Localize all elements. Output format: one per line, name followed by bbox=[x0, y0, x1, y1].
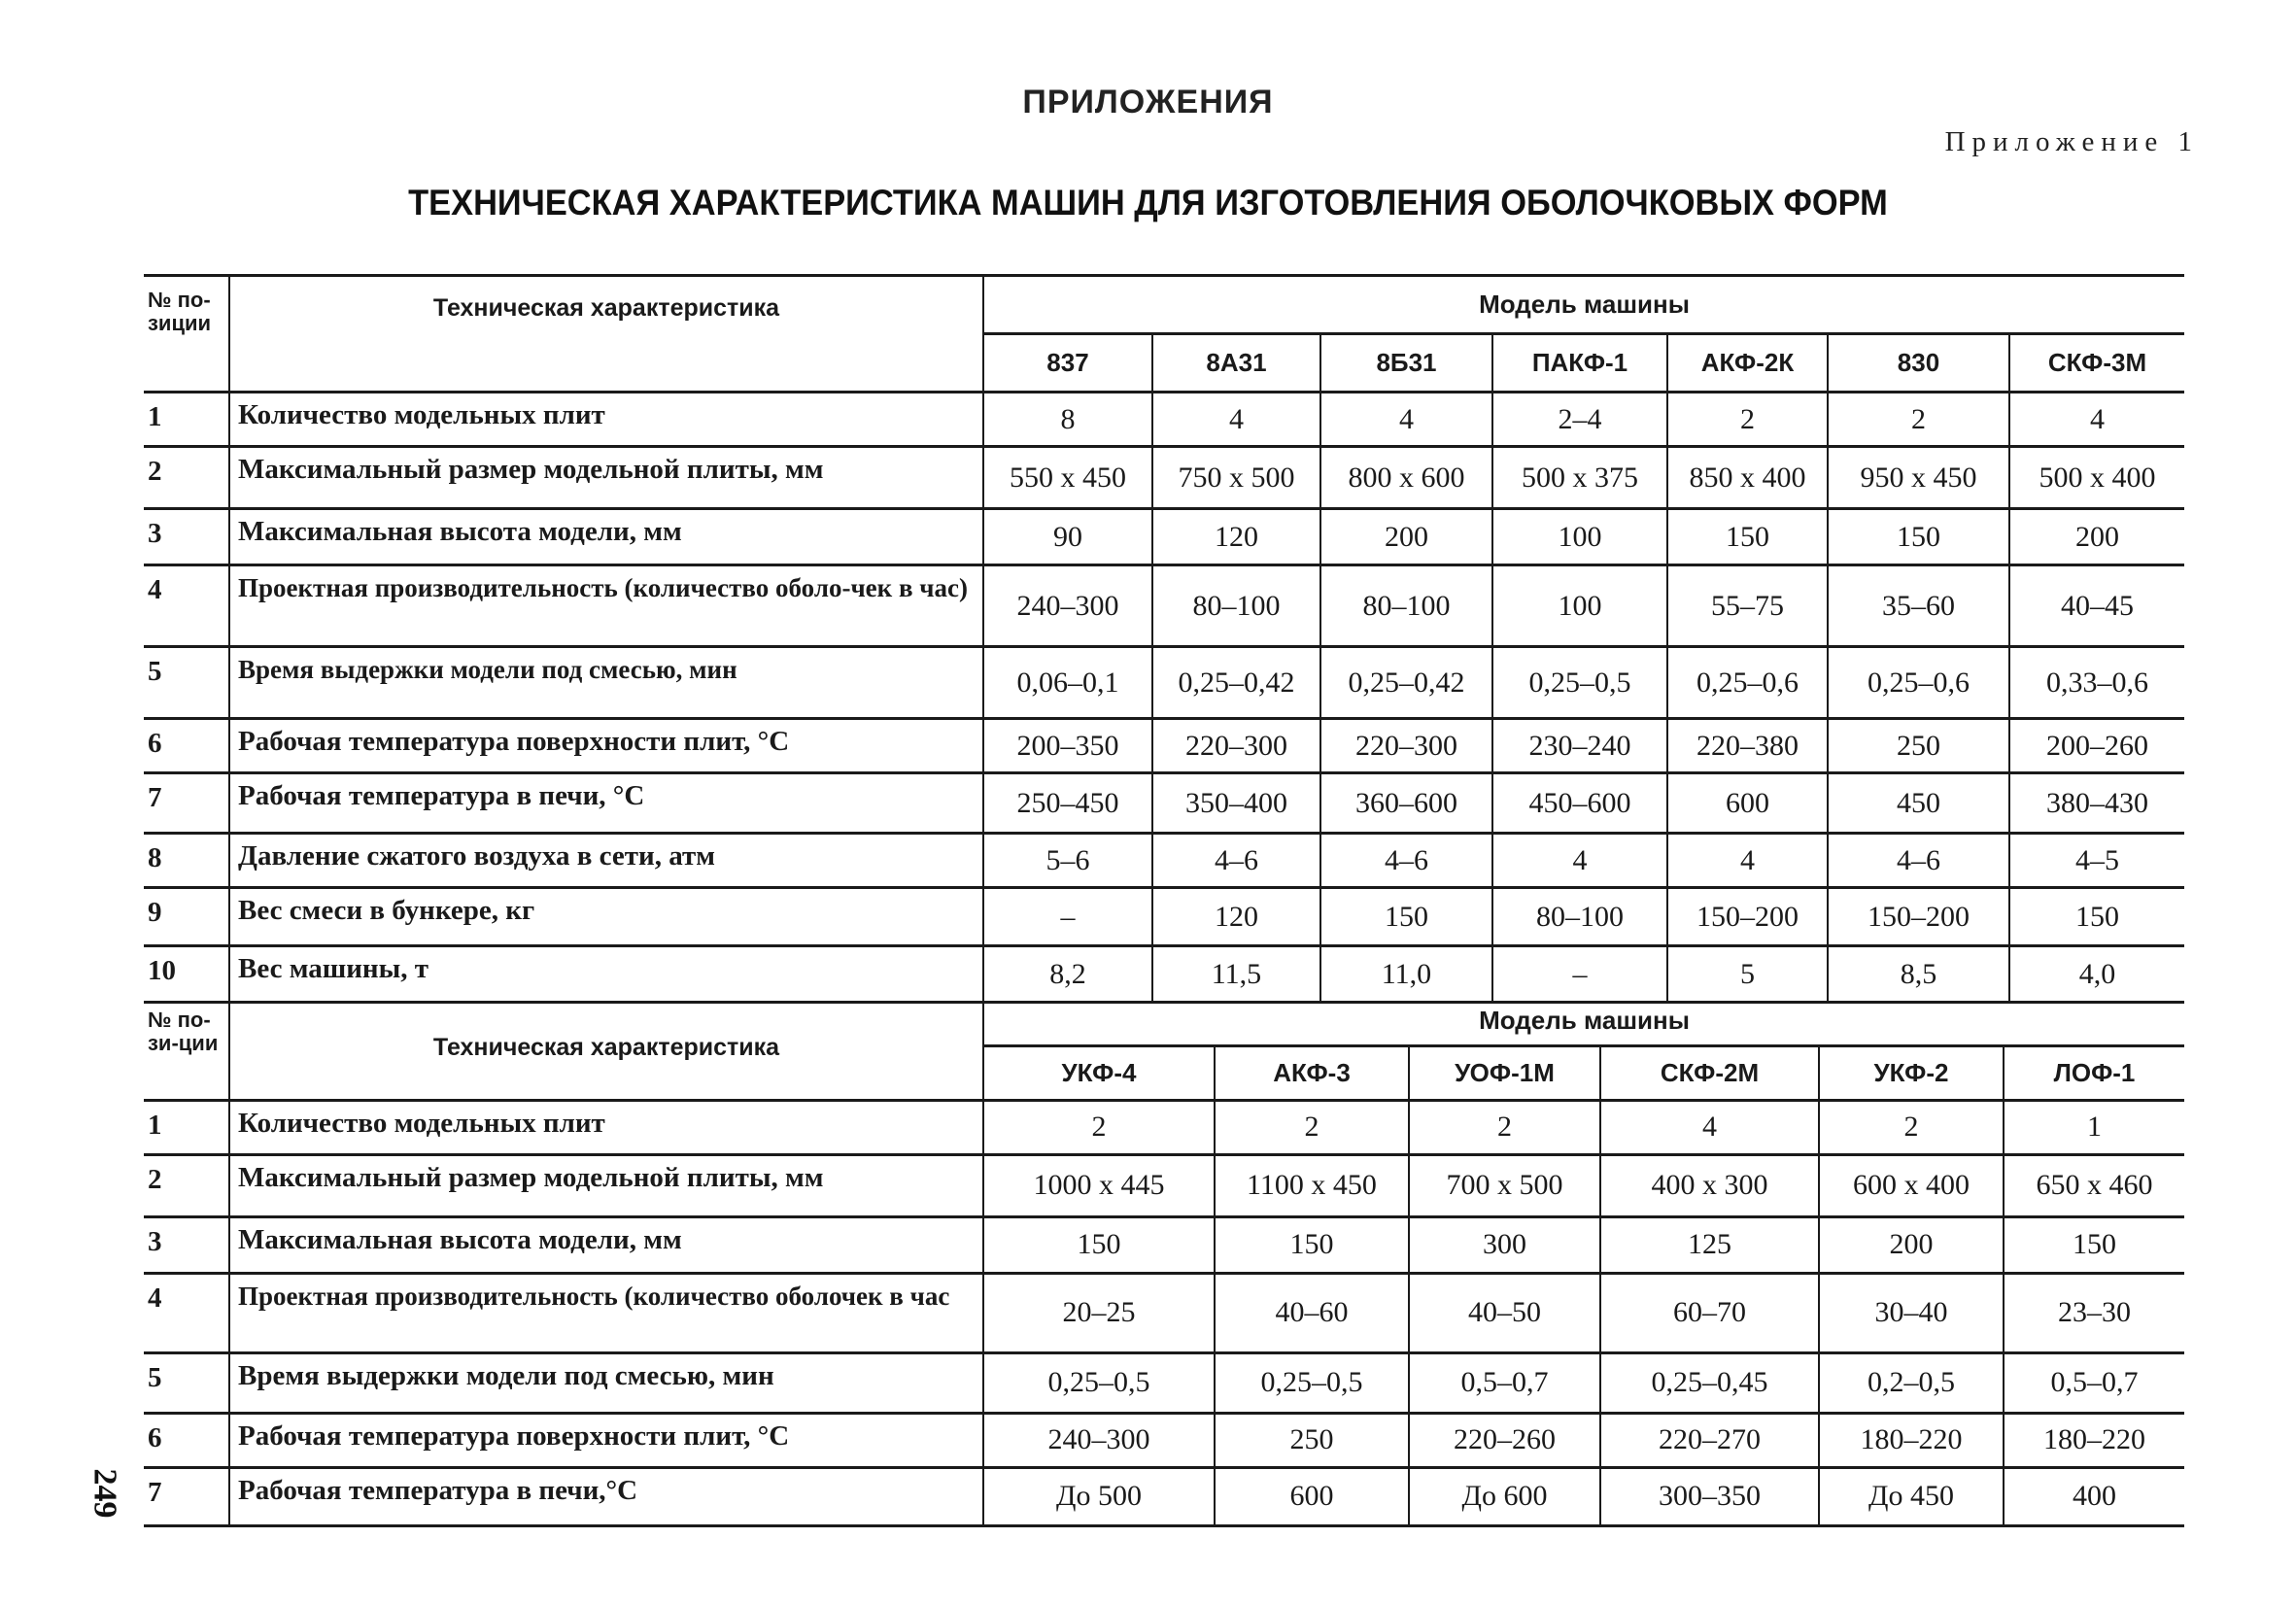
cell-value: 2 bbox=[1828, 393, 2009, 447]
col-num-header: № по-зи-ции bbox=[144, 997, 229, 1100]
cell-value: 1000 x 445 bbox=[983, 1154, 1215, 1216]
cell-value: 120 bbox=[1152, 509, 1320, 565]
cell-value: 5 bbox=[1667, 946, 1828, 1003]
row-feature: Рабочая температура поверхности плит, °С bbox=[229, 1413, 983, 1467]
cell-value: 8 bbox=[983, 393, 1152, 447]
cell-value: 90 bbox=[983, 509, 1152, 565]
cell-value: 500 x 375 bbox=[1492, 447, 1667, 509]
cell-value: 0,25–0,45 bbox=[1600, 1352, 1819, 1413]
cell-value: 80–100 bbox=[1152, 565, 1320, 647]
cell-value: 100 bbox=[1492, 509, 1667, 565]
table-header-row bbox=[144, 997, 2184, 1045]
cell-value: 4 bbox=[1667, 834, 1828, 888]
row-feature: Рабочая температура в печи,°С bbox=[229, 1467, 983, 1525]
cell-value: 180–220 bbox=[1819, 1413, 2004, 1467]
table-row bbox=[144, 719, 2184, 773]
cell-value: 240–300 bbox=[983, 565, 1152, 647]
table-row bbox=[144, 509, 2184, 565]
cell-value: 450 bbox=[1828, 773, 2009, 834]
cell-value: 0,06–0,1 bbox=[983, 647, 1152, 719]
table-header-row bbox=[144, 276, 2184, 334]
cell-value: 600 bbox=[1215, 1467, 1409, 1525]
cell-value: 120 bbox=[1152, 888, 1320, 946]
cell-value: 750 x 500 bbox=[1152, 447, 1320, 509]
cell-value: 0,2–0,5 bbox=[1819, 1352, 2004, 1413]
cell-value: 2 bbox=[1409, 1100, 1600, 1154]
cell-value: 11,0 bbox=[1320, 946, 1492, 1003]
row-number: 9 bbox=[144, 888, 229, 946]
cell-value: 800 x 600 bbox=[1320, 447, 1492, 509]
cell-value: 150 bbox=[1320, 888, 1492, 946]
row-feature: Вес смеси в бункере, кг bbox=[229, 888, 983, 946]
cell-value: 150 bbox=[2009, 888, 2184, 946]
cell-value: 200–350 bbox=[983, 719, 1152, 773]
cell-value: 0,25–0,5 bbox=[1492, 647, 1667, 719]
cell-value: 200 bbox=[2009, 509, 2184, 565]
cell-value: 80–100 bbox=[1492, 888, 1667, 946]
row-number: 6 bbox=[144, 719, 229, 773]
table-row bbox=[144, 834, 2184, 888]
table-row bbox=[144, 1273, 2184, 1352]
cell-value: 0,5–0,7 bbox=[2004, 1352, 2184, 1413]
cell-value: 0,25–0,5 bbox=[983, 1352, 1215, 1413]
model-name: УОФ-1М bbox=[1409, 1045, 1600, 1100]
cell-value: 220–270 bbox=[1600, 1413, 1819, 1467]
cell-value: 100 bbox=[1492, 565, 1667, 647]
table-row bbox=[144, 773, 2184, 834]
cell-value: 230–240 bbox=[1492, 719, 1667, 773]
cell-value: 2 bbox=[1215, 1100, 1409, 1154]
cell-value: 60–70 bbox=[1600, 1273, 1819, 1352]
cell-value: 250 bbox=[1828, 719, 2009, 773]
table-row bbox=[144, 1216, 2184, 1273]
row-feature: Количество модельных плит bbox=[229, 393, 983, 447]
model-name: АКФ-2К bbox=[1667, 334, 1828, 393]
cell-value: 30–40 bbox=[1819, 1273, 2004, 1352]
cell-value: 1 bbox=[2004, 1100, 2184, 1154]
cell-value: 300 bbox=[1409, 1216, 1600, 1273]
cell-value: 0,25–0,6 bbox=[1667, 647, 1828, 719]
cell-value: 55–75 bbox=[1667, 565, 1828, 647]
cell-value: 4 bbox=[1492, 834, 1667, 888]
cell-value: 300–350 bbox=[1600, 1467, 1819, 1525]
cell-value: 220–380 bbox=[1667, 719, 1828, 773]
cell-value: До 500 bbox=[983, 1467, 1215, 1525]
cell-value: 23–30 bbox=[2004, 1273, 2184, 1352]
cell-value: 8,2 bbox=[983, 946, 1152, 1003]
cell-value: 200 bbox=[1819, 1216, 2004, 1273]
cell-value: 125 bbox=[1600, 1216, 1819, 1273]
table-row bbox=[144, 1100, 2184, 1154]
row-number: 2 bbox=[144, 1154, 229, 1216]
cell-value: 8,5 bbox=[1828, 946, 2009, 1003]
cell-value: 220–260 bbox=[1409, 1413, 1600, 1467]
cell-value: 5–6 bbox=[983, 834, 1152, 888]
table-row bbox=[144, 393, 2184, 447]
cell-value: 200–260 bbox=[2009, 719, 2184, 773]
spec-table-1 bbox=[144, 274, 2184, 1004]
cell-value: 0,33–0,6 bbox=[2009, 647, 2184, 719]
cell-value: 4 bbox=[1320, 393, 1492, 447]
cell-value: 150–200 bbox=[1828, 888, 2009, 946]
cell-value: 4–5 bbox=[2009, 834, 2184, 888]
table-row bbox=[144, 1154, 2184, 1216]
cell-value: 4 bbox=[1152, 393, 1320, 447]
row-feature: Максимальная высота модели, мм bbox=[229, 1216, 983, 1273]
table-row bbox=[144, 1352, 2184, 1413]
page-number: 249 bbox=[86, 1468, 123, 1519]
row-feature: Максимальный размер модельной плиты, мм bbox=[229, 1154, 983, 1216]
cell-value: 0,25–0,42 bbox=[1152, 647, 1320, 719]
model-name: УКФ-4 bbox=[983, 1045, 1215, 1100]
spec-table-2 bbox=[144, 997, 2184, 1527]
row-number: 5 bbox=[144, 647, 229, 719]
model-name: 830 bbox=[1828, 334, 2009, 393]
row-number: 4 bbox=[144, 1273, 229, 1352]
row-feature: Максимальная высота модели, мм bbox=[229, 509, 983, 565]
cell-value: До 450 bbox=[1819, 1467, 2004, 1525]
cell-value: 450–600 bbox=[1492, 773, 1667, 834]
row-feature: Время выдержки модели под смесью, мин bbox=[229, 1352, 983, 1413]
model-name: СКФ-2М bbox=[1600, 1045, 1819, 1100]
cell-value: 220–300 bbox=[1320, 719, 1492, 773]
cell-value: 20–25 bbox=[983, 1273, 1215, 1352]
col-num-header: № по-зиции bbox=[144, 276, 229, 393]
row-number: 5 bbox=[144, 1352, 229, 1413]
cell-value: 950 x 450 bbox=[1828, 447, 2009, 509]
cell-value: 4,0 bbox=[2009, 946, 2184, 1003]
row-number: 1 bbox=[144, 1100, 229, 1154]
model-name: АКФ-3 bbox=[1215, 1045, 1409, 1100]
row-number: 4 bbox=[144, 565, 229, 647]
table-row bbox=[144, 946, 2184, 1003]
cell-value: 200 bbox=[1320, 509, 1492, 565]
row-number: 7 bbox=[144, 773, 229, 834]
section-title: ПРИЛОЖЕНИЯ bbox=[1022, 84, 1274, 120]
cell-value: 0,25–0,42 bbox=[1320, 647, 1492, 719]
cell-value: 650 x 460 bbox=[2004, 1154, 2184, 1216]
row-feature: Рабочая температура в печи, °С bbox=[229, 773, 983, 834]
cell-value: 11,5 bbox=[1152, 946, 1320, 1003]
model-name: 837 bbox=[983, 334, 1152, 393]
cell-value: 150–200 bbox=[1667, 888, 1828, 946]
cell-value: 350–400 bbox=[1152, 773, 1320, 834]
row-feature: Проектная производительность (количество оболо-чек в час) bbox=[229, 565, 983, 647]
cell-value: 550 x 450 bbox=[983, 447, 1152, 509]
cell-value: 600 x 400 bbox=[1819, 1154, 2004, 1216]
row-number: 3 bbox=[144, 509, 229, 565]
cell-value: 180–220 bbox=[2004, 1413, 2184, 1467]
cell-value: 35–60 bbox=[1828, 565, 2009, 647]
cell-value: 500 x 400 bbox=[2009, 447, 2184, 509]
cell-value: 250–450 bbox=[983, 773, 1152, 834]
cell-value: 2 bbox=[1667, 393, 1828, 447]
cell-value: – bbox=[1492, 946, 1667, 1003]
row-number: 3 bbox=[144, 1216, 229, 1273]
row-number: 1 bbox=[144, 393, 229, 447]
row-feature: Проектная производительность (количество оболочек в час bbox=[229, 1273, 983, 1352]
table-row bbox=[144, 1413, 2184, 1467]
cell-value: 4 bbox=[1600, 1100, 1819, 1154]
cell-value: 850 x 400 bbox=[1667, 447, 1828, 509]
cell-value: 4–6 bbox=[1152, 834, 1320, 888]
cell-value: 2 bbox=[1819, 1100, 2004, 1154]
cell-value: 150 bbox=[983, 1216, 1215, 1273]
row-number: 8 bbox=[144, 834, 229, 888]
model-name: СКФ-3М bbox=[2009, 334, 2184, 393]
model-name: УКФ-2 bbox=[1819, 1045, 2004, 1100]
cell-value: 150 bbox=[2004, 1216, 2184, 1273]
row-number: 6 bbox=[144, 1413, 229, 1467]
row-feature: Максимальный размер модельной плиты, мм bbox=[229, 447, 983, 509]
cell-value: 1100 x 450 bbox=[1215, 1154, 1409, 1216]
model-name: ПАКФ-1 bbox=[1492, 334, 1667, 393]
col-feature-header: Техническая характеристика bbox=[229, 997, 983, 1100]
cell-value: 400 bbox=[2004, 1467, 2184, 1525]
cell-value: 150 bbox=[1828, 509, 2009, 565]
model-header: Модель машины bbox=[983, 276, 2184, 334]
cell-value: 40–60 bbox=[1215, 1273, 1409, 1352]
cell-value: 240–300 bbox=[983, 1413, 1215, 1467]
cell-value: 4–6 bbox=[1320, 834, 1492, 888]
row-number: 7 bbox=[144, 1467, 229, 1525]
cell-value: 4 bbox=[2009, 393, 2184, 447]
col-feature-header: Техническая характеристика bbox=[229, 276, 983, 393]
cell-value: До 600 bbox=[1409, 1467, 1600, 1525]
cell-value: 220–300 bbox=[1152, 719, 1320, 773]
model-name: 8А31 bbox=[1152, 334, 1320, 393]
table-row bbox=[144, 1467, 2184, 1525]
cell-value: 250 bbox=[1215, 1413, 1409, 1467]
model-name: ЛОФ-1 bbox=[2004, 1045, 2184, 1100]
table-row bbox=[144, 447, 2184, 509]
row-feature: Рабочая температура поверхности плит, °С bbox=[229, 719, 983, 773]
cell-value: 600 bbox=[1667, 773, 1828, 834]
cell-value: 0,25–0,5 bbox=[1215, 1352, 1409, 1413]
cell-value: 150 bbox=[1215, 1216, 1409, 1273]
cell-value: 80–100 bbox=[1320, 565, 1492, 647]
cell-value: 360–600 bbox=[1320, 773, 1492, 834]
table-row bbox=[144, 888, 2184, 946]
cell-value: 2 bbox=[983, 1100, 1215, 1154]
cell-value: 40–50 bbox=[1409, 1273, 1600, 1352]
row-feature: Давление сжатого воздуха в сети, атм bbox=[229, 834, 983, 888]
cell-value: 0,25–0,6 bbox=[1828, 647, 2009, 719]
cell-value: 4–6 bbox=[1828, 834, 2009, 888]
cell-value: 400 x 300 bbox=[1600, 1154, 1819, 1216]
row-feature: Время выдержки модели под смесью, мин bbox=[229, 647, 983, 719]
cell-value: 150 bbox=[1667, 509, 1828, 565]
row-number: 10 bbox=[144, 946, 229, 1003]
row-feature: Вес машины, т bbox=[229, 946, 983, 1003]
row-number: 2 bbox=[144, 447, 229, 509]
row-feature: Количество модельных плит bbox=[229, 1100, 983, 1154]
cell-value: 0,5–0,7 bbox=[1409, 1352, 1600, 1413]
cell-value: 700 x 500 bbox=[1409, 1154, 1600, 1216]
cell-value: 40–45 bbox=[2009, 565, 2184, 647]
cell-value: 2–4 bbox=[1492, 393, 1667, 447]
table-row bbox=[144, 647, 2184, 719]
cell-value: – bbox=[983, 888, 1152, 946]
cell-value: 380–430 bbox=[2009, 773, 2184, 834]
main-title: ТЕХНИЧЕСКАЯ ХАРАКТЕРИСТИКА МАШИН ДЛЯ ИЗГОТОВЛЕНИЯ ОБОЛОЧКОВЫХ ФОРМ bbox=[408, 183, 1888, 222]
appendix-label: Приложение 1 bbox=[1944, 126, 2199, 157]
table-row bbox=[144, 565, 2184, 647]
model-header: Модель машины bbox=[983, 997, 2184, 1045]
model-name: 8Б31 bbox=[1320, 334, 1492, 393]
